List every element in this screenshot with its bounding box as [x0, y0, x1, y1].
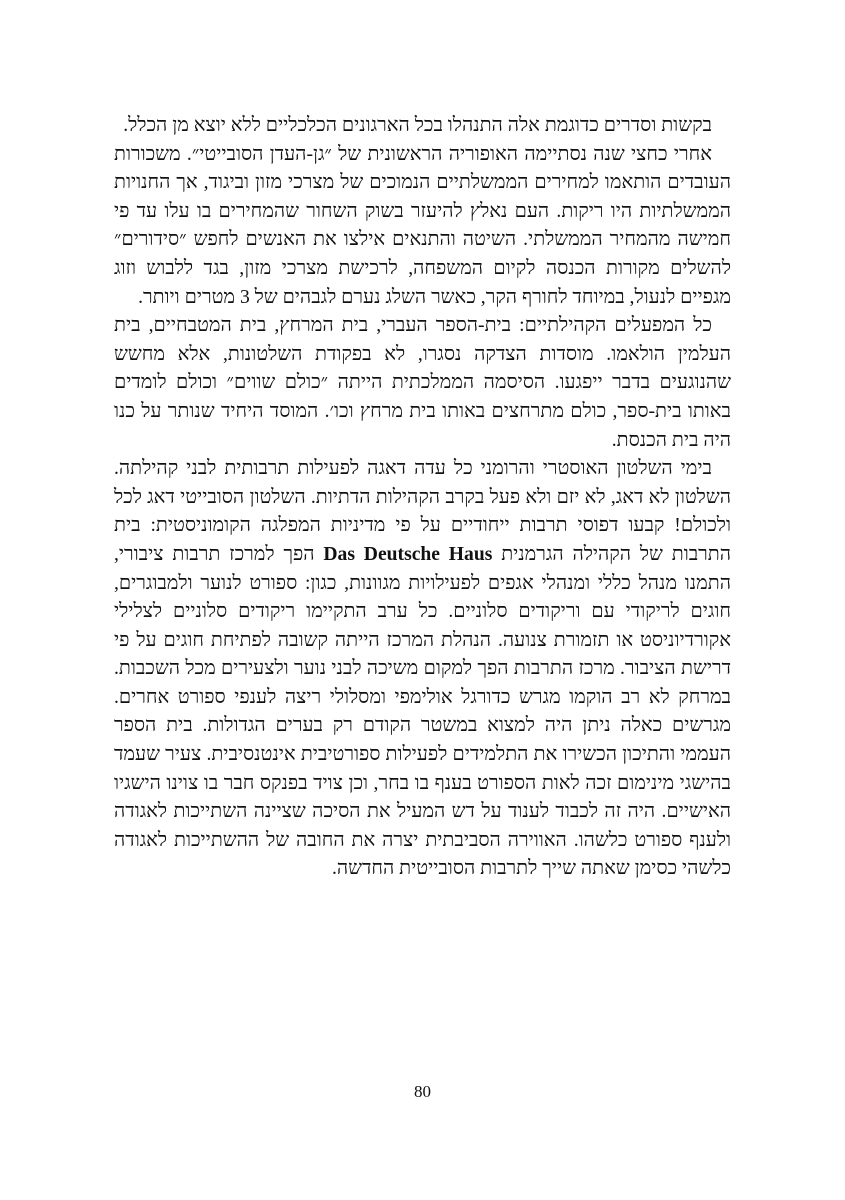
document-body [114, 112, 731, 884]
culture-text-part2: הפך למרכז תרבות ציבורי, התמנו מנהל כללי ומנהלי אגפים לפעילויות מגוונות, כגון: ספורט לנוער ולמבוגרים, חוגים לריקודי עם וריקודים סלוניים. כל ערב התקיימו ריקודים סלוניים לצלילי אקורדיוניסט או תזמורת צנועה. הנהלת המרכז הייתה קשובה לפתיחת חוגים על פי דרישת הציבור. מרכז התרבות הפך למקום משיכה לבני נוער ולצעירים מכל השכבות. במרחק לא רב הוקמו מגרש כדורגל אולימפי ומסלולי ריצה לענפי ספורט אחרים. מגרשים כאלה ניתן היה למצוא במשטר הקודם רק בערים הגדולות. בית הספר העממי והתיכון הכשירו את התלמידים לפעילות ספורטיבית אינטנסיבית. צעיר שעמד בהישגי מינימום זכה לאות הספורט בענף בו בחר, וכן צויד בפנקס חבר בו צוינו הישגיו האישיים. היה זה לכבוד לענוד על דש המעיל את הסיכה שציינה השתייכות לאגודה ולענף ספורט כלשהו. האווירה הסביבתית יצרה את החובה של ההשתייכות לאגודה כלשהי כסימן שאתה שייך לתרבות הסובייטית החדשה. [114, 543, 731, 880]
paragraph-requests: בקשות וסדרים כדוגמת אלה התנהלו בכל הארגונים הכלכליים ללא יוצא מן הכלל. [123, 115, 712, 136]
paragraph-soviet-paradise: אחרי כחצי שנה נסתיימה האופוריה הראשונית של ״גן-העדן הסובייטי״. משכורות העובדים הותאמו למחירים הממשלתיים הנמוכים של מצרכי מזון וביגוד, אך החנויות הממשלתיות היו ריקות. העם נאלץ להיעזר בשוק השחור שהמחירים בו עלו עד פי חמישה מהמחיר הממשלתי. השיטה והתנאים אילצו את האנשים לחפש ״סידורים״ להשלים מקורות הכנסה לקיום המשפחה, לרכישת מצרכי מזון, בגד ללבוש וזוג מגפיים לנעול, במיוחד לחורף הקר, כאשר השלג נערם לגבהים של 3 מטרים ויותר. [114, 143, 731, 308]
culture-text-part1: בימי השלטון האוסטרי והרומני כל עדה דאגה לפעילות תרבותית לבני קהילתה. השלטון לא דאג, לא יזם ולא פעל בקרב הקהילות הדתיות. השלטון הסובייטי דאג לכל ולכולם! קבעו דפוסי תרבות ייחודיים על פי מדיניות המפלגה הקומוניסטית: בית התרבות של הקהילה הגרמנית [114, 458, 731, 565]
paragraph-community-institutions: כל המפעלים הקהילתיים: בית-הספר העברי, בית המרחץ, בית המטבחיים, בית העלמין הולאמו. מוסדות הצדקה נסגרו, לא בפקודת השלטונות, אלא מחשש שהנוגעים בדבר ייפגעו. הסיסמה הממלכתית הייתה ״כולם שווים״ וכולם לומדים באותו בית-ספר, כולם מתרחצים באותו בית מרחץ וכו׳. המוסד היחיד שנותר על כנו היה בית הכנסת. [114, 315, 731, 451]
paragraph-culture [114, 455, 731, 884]
page-number: 80 [414, 1082, 431, 1101]
das-deutsche-haus-name: Das Deutsche Haus [323, 543, 493, 565]
